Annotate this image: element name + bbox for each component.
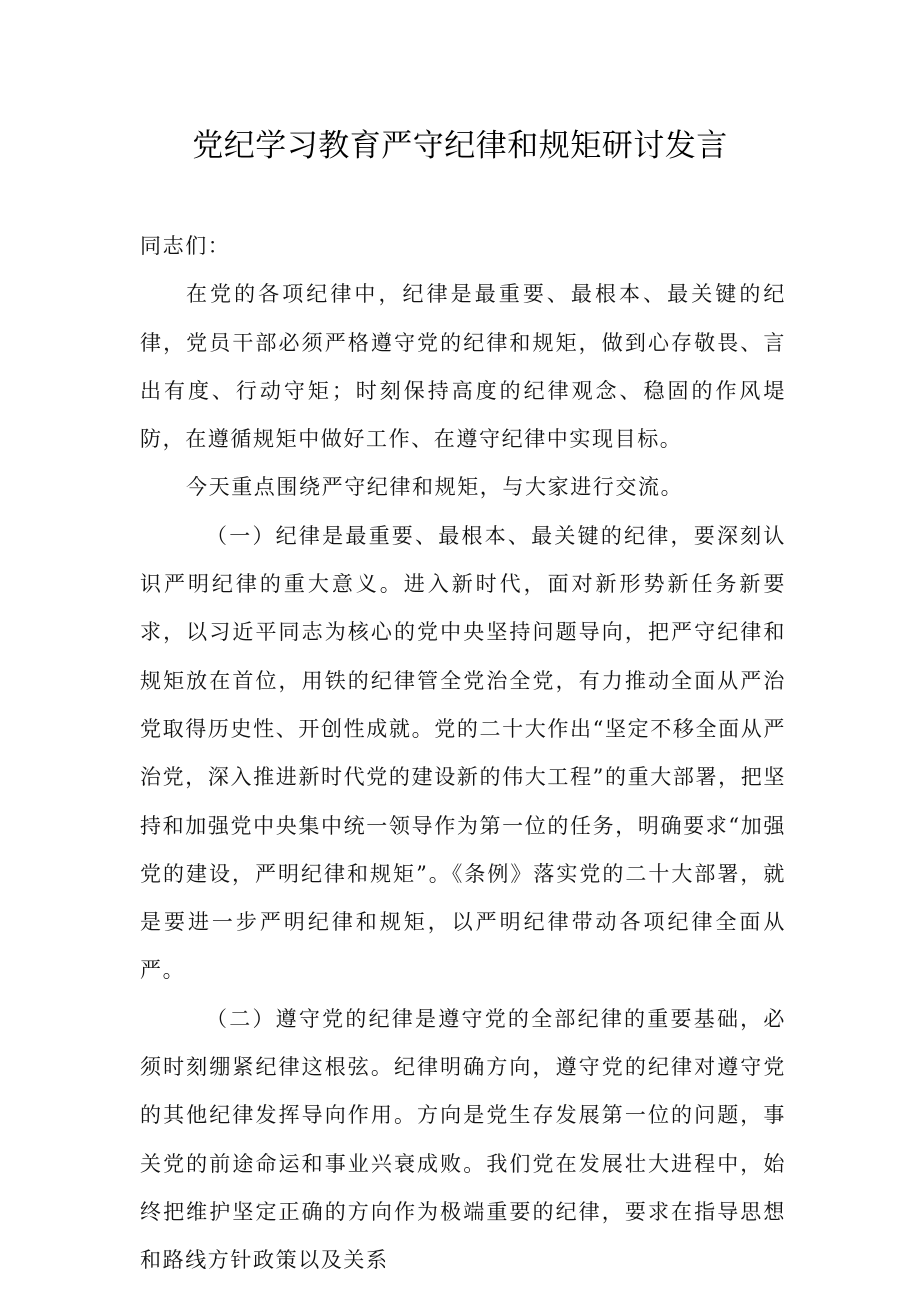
paragraph-intro: 在党的各项纪律中，纪律是最重要、最根本、最关键的纪律，党员干部必须严格遵守党的纪律和规矩，做到心存敬畏、言出有度、行动守矩；时刻保持高度的纪律观念、稳固的作风堤防，在遵循规矩中做好工作、在遵守纪律中实现目标。 [140, 282, 786, 452]
paragraph-section-1: （一）纪律是最重要、最根本、最关键的纪律，要深刻认识严明纪律的重大意义。进入新时代，面对新形势新任务新要求，以习近平同志为核心的党中央坚持问题导向，把严守纪律和规矩放在首位，用铁的纪律管全党治全党，有力推动全面从严治党取得历史性、开创性成就。党的二十大作出“坚定不移全面从严治党，深入推进新时代党的建设新的伟大工程”的重大部署，把坚持和加强党中央集中统一领导作为第一位的任务，明确要求“加强党的建设，严明纪律和规矩”。《条例》落实党的二十大部署，就是要进一步严明纪律和规矩，以严明纪律带动各项纪律全面从严。 [140, 523, 786, 983]
document-body [140, 222, 786, 1285]
paragraph-section-2: （二）遵守党的纪律是遵守党的全部纪律的重要基础，必须时刻绷紧纪律这根弦。纪律明确方向，遵守党的纪律对遵守党的其他纪律发挥导向作用。方向是党生存发展第一位的问题，事关党的前途命运和事业兴衰成败。我们党在发展壮大进程中，始终把维护坚定正确的方向作为极端重要的纪律，要求在指导思想和路线方针政策以及关系 [140, 1006, 786, 1273]
salutation: 同志们： [140, 234, 231, 258]
document-title: 党纪学习教育严守纪律和规矩研讨发言 [192, 128, 728, 164]
paragraph-focus: 今天重点围绕严守纪律和规矩，与大家进行交流。 [186, 475, 684, 500]
